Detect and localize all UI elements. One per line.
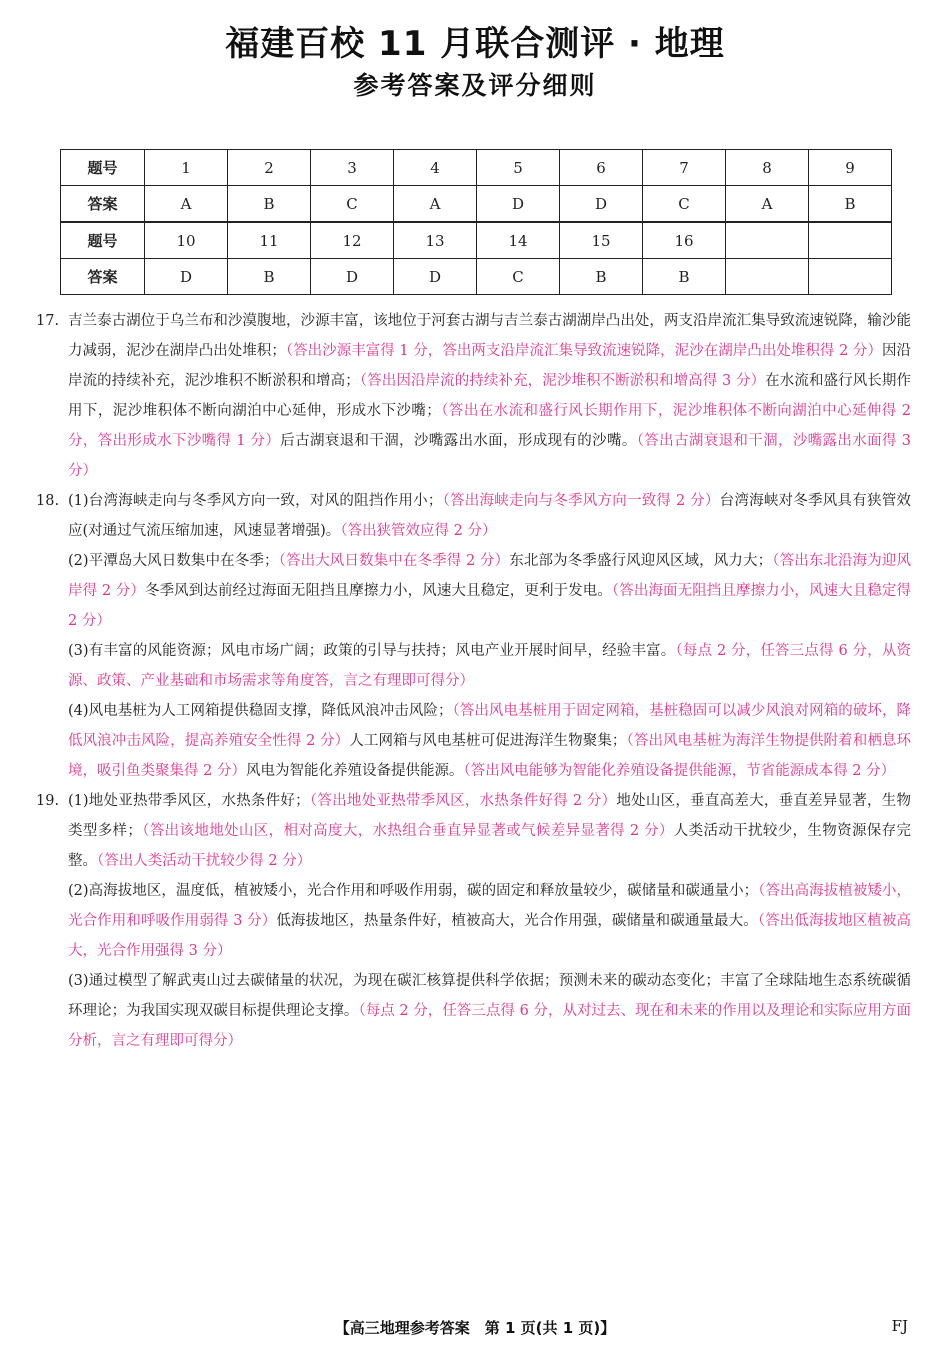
page-footer: 【高三地理参考答案 第 1 页(共 1 页)】 [334,1319,616,1337]
question-number-cell: 12 [311,223,394,259]
scoring-note: （答出东北沿海为迎风岸得 2 分） [68,553,911,599]
question-number-cell: 3 [311,150,394,186]
scoring-note: （答出海面无阻挡且摩擦力小，风速大且稳定得 2 分） [68,583,911,629]
question-number-cell: 4 [394,150,477,186]
question-18 [36,486,912,786]
answer-text: 因沿岸流的持续补充，泥沙堆积不断淤积和增高； [68,343,912,389]
answer-cell: D [560,186,643,222]
question-number-cell: 7 [643,150,726,186]
question-number-cell: 2 [228,150,311,186]
answer-text: 吉兰泰古湖位于乌兰布和沙漠腹地，沙源丰富，该地位于河套古湖与吉兰泰古湖湖岸凸出处，两支沿岸流汇集导致流速锐降，输沙能力减弱，泥沙在湖岸凸出处堆积； [68,313,911,359]
answer-text: 低海拔地区，热量条件好，植被高大，光合作用强，碳储量和碳通量最大。 [276,913,758,929]
answer-text: 冬季风到达前经过海面无阻挡且摩擦力小，风速大且稳定，更利于发电。 [145,583,612,599]
scoring-note: （答出该地地处山区，相对高度大，水热组合垂直异显著或气候差异显著得 2 分） [141,823,674,839]
question-number-row [61,223,892,259]
question-number-cell: 14 [477,223,560,259]
answer-cell [726,259,809,295]
question-number-cell [726,223,809,259]
answer-cell: D [394,259,477,295]
scoring-note: （答出因沿岸流的持续补充，泥沙堆积不断淤积和增高得 3 分） [359,373,766,389]
scoring-note: （每点 2 分，任答三点得 6 分，从资源、政策、产业基础和市场需求等角度答，言之有理即可得分） [68,643,911,689]
scoring-note: （答出狭管效应得 2 分） [340,523,497,539]
question-19 [36,786,912,1056]
answer-table-1 [60,149,892,222]
answer-text: (4)风电基桩为人工网箱提供稳固支撑，降低风浪冲击风险； [68,703,453,719]
answer-text: 在水流和盛行风长期作用下，泥沙堆积体不断向湖泊中心延伸，形成水下沙嘴； [68,373,911,419]
answer-cell: D [145,259,228,295]
question-number-cell: 13 [394,223,477,259]
page-title: 福建百校 11 月联合测评 · 地理 [225,24,725,64]
page-subtitle: 参考答案及评分细则 [353,71,597,100]
question-number-cell: 1 [145,150,228,186]
answer-cell: B [228,186,311,222]
answer-text: (3)通过模型了解武夷山过去碳储量的状况，为现在碳汇核算提供科学依据；预测未来的碳动态变化；丰富了全球陆地生态系统碳循环理论；为我国实现双碳目标提供理论支撑。 [68,973,911,1019]
answer-cell [809,259,892,295]
answer-text: (1)地处亚热带季风区，水热条件好； [68,793,310,809]
question-number-cell [809,223,892,259]
answer-paragraph [68,486,911,546]
row-label-number: 题号 [61,150,145,186]
answer-text: (3)有丰富的风能资源；风电市场广阔；政策的引导与扶持；风电产业开展时间早，经验丰富。 [68,643,676,659]
answer-cell: A [726,186,809,222]
answer-paragraph [68,636,911,696]
row-label-answer: 答案 [61,259,145,295]
question-number: 17. [36,313,60,329]
scoring-note: （答出人类活动干扰较少得 2 分） [97,853,312,869]
answer-paragraph [68,546,911,636]
answer-text: (1)台湾海峡走向与冬季风方向一致，对风的阻挡作用小； [68,493,443,509]
answer-cell: A [145,186,228,222]
scoring-note: （答出风电基桩为海洋生物提供附着和栖息环境，吸引鱼类聚集得 2 分） [68,733,912,779]
question-number-cell: 11 [228,223,311,259]
answer-cell: C [477,259,560,295]
question-number-cell: 10 [145,223,228,259]
scoring-note: （答出大风日数集中在冬季得 2 分） [278,553,510,569]
answer-text: 人类活动干扰较少，生物资源保存完整。 [68,823,911,869]
question-17 [36,306,912,486]
question-number-cell: 9 [809,150,892,186]
row-label-number: 题号 [61,223,145,259]
answer-paragraph [68,966,911,1056]
answer-row [61,186,892,222]
answer-text: 台湾海峡对冬季风具有狭管效应(对通过气流压缩加速，风速显著增强)。 [68,493,911,539]
answer-cell: B [809,186,892,222]
answer-text: (2)平潭岛大风日数集中在冬季； [68,553,279,569]
answer-paragraph [68,786,911,876]
answer-paragraph [68,306,911,486]
scoring-note: （答出古湖衰退和干涸，沙嘴露出水面得 3 分） [68,433,911,479]
answer-cell: D [477,186,560,222]
row-label-answer: 答案 [61,186,145,222]
answer-cell: B [560,259,643,295]
question-number-cell: 16 [643,223,726,259]
answer-paragraph [68,696,911,786]
question-number-row [61,150,892,186]
answer-cell: B [643,259,726,295]
answer-cell: B [228,259,311,295]
scoring-note: （答出风电基桩用于固定网箱，基桩稳固可以减少风浪对网箱的破坏，降低风浪冲击风险，提高养殖安全性得 2 分） [68,703,911,749]
scoring-note: （答出低海拔地区植被高大，光合作用强得 3 分） [68,913,911,959]
answer-content [36,306,912,1056]
answer-table-2 [60,222,892,295]
answer-cell: C [311,186,394,222]
answer-text: 风电为智能化养殖设备提供能源。 [245,763,464,779]
question-number-cell: 6 [560,150,643,186]
question-number-cell: 15 [560,223,643,259]
scoring-note: （答出海峡走向与冬季风方向一致得 2 分） [442,493,720,509]
answer-text: 地处山区，垂直高差大，垂直差异显著，生物类型多样； [68,793,912,839]
scoring-note: （每点 2 分，任答三点得 6 分，从对过去、现在和未来的作用以及理论和实际应用方面分析，言之有理即可得分） [68,1003,912,1049]
question-number-cell: 5 [477,150,560,186]
question-number: 19. [36,793,60,809]
region-code: FJ [891,1317,908,1335]
answer-cell: D [311,259,394,295]
scoring-note: （答出沙源丰富得 1 分，答出两支沿岸流汇集导致流速锐降，泥沙在湖岸凸出处堆积得 2 分） [285,343,882,359]
answer-cell: A [394,186,477,222]
question-number: 18. [36,493,60,509]
answer-text: 后古湖衰退和干涸，沙嘴露出水面，形成现有的沙嘴。 [280,433,637,449]
scoring-note: （答出地处亚热带季风区，水热条件好得 2 分） [309,793,617,809]
answer-cell: C [643,186,726,222]
answer-text: (2)高海拔地区，温度低，植被矮小，光合作用和呼吸作用弱，碳的固定和释放量较少，碳储量和碳通量小； [68,883,759,899]
scoring-note: （答出高海拔植被矮小，光合作用和呼吸作用弱得 3 分） [68,883,911,929]
scoring-note: （答出风电能够为智能化养殖设备提供能源，节省能源成本得 2 分） [463,763,896,779]
question-number-cell: 8 [726,150,809,186]
answer-text: 东北部为冬季盛行风迎风区域，风力大； [509,553,773,569]
answer-text: 人工网箱与风电基桩可促进海洋生物聚集； [349,733,627,749]
scoring-note: （答出在水流和盛行风长期作用下，泥沙堆积体不断向湖泊中心延伸得 2 分，答出形成水下沙嘴得 1 分） [68,403,911,449]
answer-paragraph [68,876,911,966]
answer-row [61,259,892,295]
